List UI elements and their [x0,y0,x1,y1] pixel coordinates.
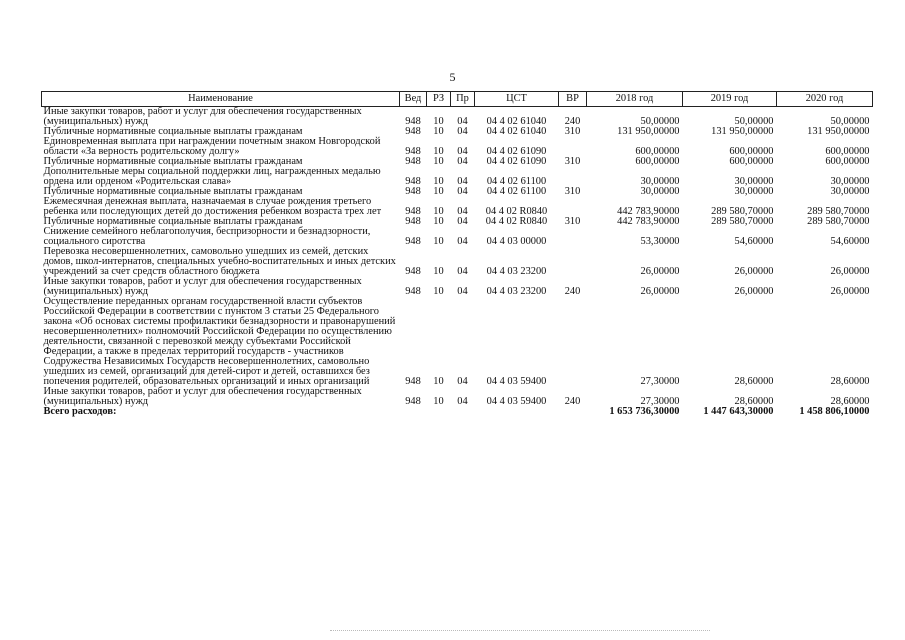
cell-cst: 04 4 03 23200 [486,286,547,297]
cell-pr: 04 [457,116,468,127]
cell-pr: 04 [457,176,468,187]
header-pr: Пр [451,92,475,107]
cell-rz: 10 [433,266,444,277]
cell-2019: 50,00000 [734,116,774,127]
cell-rz: 10 [433,396,444,407]
cell-pr: 04 [457,206,468,217]
cell-name: Публичные нормативные социальные выплаты гражданам [43,156,303,167]
cell-pr: 04 [457,126,468,137]
cell-rz: 10 [433,146,444,157]
cell-vr [559,197,587,217]
cell-ved: 948 [405,206,421,217]
cell-ved: 948 [405,396,421,407]
cell-rz: 10 [433,126,444,137]
cell-vr: 240 [564,116,581,127]
cell-ved: 948 [405,286,421,297]
cell-pr: 04 [457,286,468,297]
cell-2018: 50,00000 [640,116,680,127]
cell-vr [559,247,587,277]
total-row [42,407,873,417]
cell-2019: 28,60000 [734,376,774,387]
cell-2020: 600,00000 [825,146,870,157]
cell-cst: 04 4 02 R0840 [485,206,548,217]
cell-rz: 10 [433,216,444,227]
cell-name: Публичные нормативные социальные выплаты гражданам [43,186,303,197]
cell-cst: 04 4 03 59400 [486,396,547,407]
cell-2019: 600,00000 [729,156,774,167]
cell-cst: 04 4 02 R0840 [485,216,548,227]
cell-2020: 600,00000 [825,156,870,167]
cell-2019: 54,60000 [734,236,774,247]
cell-name: Перевозка несовершеннолетних, самовольно ушедших из семей, детских домов, школ-интернатов, специальных учебно-воспитательных и иных детских учреждений за счет средств областного бюджета [43,246,396,277]
cell-pr: 04 [457,186,468,197]
cell-vr: 310 [564,216,581,227]
cell-2019: 30,00000 [734,186,774,197]
table-row [42,227,873,247]
cell-cst: 04 4 02 61040 [486,126,547,137]
cell-rz: 10 [433,116,444,127]
table-row [42,297,873,387]
cell-ved: 948 [405,216,421,227]
budget-table [41,91,873,417]
header-cst: ЦСТ [475,92,559,107]
cell-name: Публичные нормативные социальные выплаты гражданам [43,216,303,227]
cell-rz: 10 [433,206,444,217]
cell-vr [559,227,587,247]
cell-vr [559,297,587,387]
cell-ved: 948 [405,146,421,157]
cell-cst: 04 4 03 59400 [486,376,547,387]
cell-2019: 131 950,00000 [711,126,774,137]
header-vr: ВР [559,92,587,107]
cell-rz: 10 [433,236,444,247]
cell-cst: 04 4 02 61090 [486,146,547,157]
cell-2018: 30,00000 [640,176,680,187]
table-row [42,247,873,277]
cell-name: Публичные нормативные социальные выплаты гражданам [43,126,303,137]
footer-divider [330,630,710,632]
cell-2020: 30,00000 [830,186,870,197]
cell-ved: 948 [405,116,421,127]
cell-name: Осуществление переданных органам государственной власти субъектов Российской Федерации в соответствии с пунктом 3 статьи 25 Федерального закона «Об основах системы профилактики безнадзорности и правонарушений несовершеннолетних» полномочий Российской Федерации по осуществлению деятельности, связанной с перевозкой между субъектами Российской Федерации, а также в пределах территорий государств - участников Содружества Независимых Государств несовершеннолетних, самовольно ушедших из семей, организаций для детей-сирот и детей, оставшихся без попечения родителей, образовательных организаций и иных организаций [43,296,396,387]
header-2018: 2018 год [587,92,683,107]
cell-cst: 04 4 03 23200 [486,266,547,277]
cell-vr: 310 [564,156,581,167]
cell-pr: 04 [457,266,468,277]
cell-vr [559,137,587,157]
cell-ved: 948 [405,176,421,187]
header-name: Наименование [42,92,400,107]
cell-2019: 28,60000 [734,396,774,407]
cell-2018: 26,00000 [640,266,680,277]
cell-2019: 289 580,70000 [711,216,774,227]
cell-2020: 26,00000 [830,286,870,297]
cell-pr: 04 [457,216,468,227]
table-row [42,277,873,297]
cell-ved: 948 [405,156,421,167]
total-2018: 1 653 736,30000 [609,406,680,417]
cell-rz: 10 [433,376,444,387]
total-2019: 1 447 643,30000 [703,406,774,417]
cell-2020: 30,00000 [830,176,870,187]
page-number: 5 [449,70,456,84]
cell-2019: 600,00000 [729,146,774,157]
cell-rz: 10 [433,156,444,167]
cell-2018: 442 783,90000 [617,216,680,227]
cell-ved: 948 [405,266,421,277]
cell-name: Иные закупки товаров, работ и услуг для обеспечения государственных (муниципальных) нужд [43,276,362,297]
cell-2018: 26,00000 [640,286,680,297]
cell-name: Иные закупки товаров, работ и услуг для обеспечения государственных (муниципальных) нужд [43,386,362,407]
table-header-row [42,92,873,107]
cell-pr: 04 [457,396,468,407]
cell-2019: 289 580,70000 [711,206,774,217]
table-row [42,387,873,407]
total-label: Всего расходов: [43,406,117,417]
cell-ved: 948 [405,186,421,197]
cell-2019: 26,00000 [734,286,774,297]
cell-2018: 27,30000 [640,376,680,387]
cell-2020: 131 950,00000 [807,126,870,137]
cell-vr [559,167,587,187]
header-ved: Вед [400,92,427,107]
cell-cst: 04 4 02 61090 [486,156,547,167]
cell-2020: 289 580,70000 [807,216,870,227]
cell-pr: 04 [457,156,468,167]
cell-vr: 310 [564,126,581,137]
cell-pr: 04 [457,236,468,247]
cell-vr: 240 [564,286,581,297]
cell-cst: 04 4 02 61040 [486,116,547,127]
cell-name: Снижение семейного неблагополучия, беспризорности и безнадзорности, социального сиротства [43,226,371,247]
cell-2020: 54,60000 [830,236,870,247]
cell-2019: 26,00000 [734,266,774,277]
cell-2018: 600,00000 [635,156,680,167]
table-row [42,197,873,217]
cell-2020: 26,00000 [830,266,870,277]
cell-cst: 04 4 02 61100 [486,186,547,197]
cell-2018: 131 950,00000 [617,126,680,137]
total-2020: 1 458 806,10000 [799,406,870,417]
cell-rz: 10 [433,186,444,197]
cell-cst: 04 4 02 61100 [486,176,547,187]
cell-2018: 30,00000 [640,186,680,197]
cell-rz: 10 [433,176,444,187]
cell-cst: 04 4 03 00000 [486,236,547,247]
header-2020: 2020 год [777,92,873,107]
header-2019: 2019 год [683,92,777,107]
cell-vr: 240 [564,396,581,407]
table-row [42,167,873,187]
cell-ved: 948 [405,236,421,247]
cell-2018: 600,00000 [635,146,680,157]
table-row [42,107,873,128]
cell-name: Единовременная выплата при награждении почетным знаком Новгородской области «За верность родительскому долгу» [43,136,381,157]
cell-name: Ежемесячная денежная выплата, назначаемая в случае рождения третьего ребенка или последующих детей до достижения ребенком возраста трех лет [43,196,382,217]
cell-2018: 442 783,90000 [617,206,680,217]
cell-pr: 04 [457,146,468,157]
cell-ved: 948 [405,126,421,137]
cell-pr: 04 [457,376,468,387]
cell-2018: 27,30000 [640,396,680,407]
cell-rz: 10 [433,286,444,297]
header-rz: РЗ [427,92,451,107]
table-row [42,137,873,157]
cell-vr: 310 [564,186,581,197]
cell-2020: 28,60000 [830,376,870,387]
cell-2018: 53,30000 [640,236,680,247]
cell-ved: 948 [405,376,421,387]
cell-name: Иные закупки товаров, работ и услуг для обеспечения государственных (муниципальных) нужд [43,106,362,127]
cell-2020: 28,60000 [830,396,870,407]
cell-2019: 30,00000 [734,176,774,187]
cell-2020: 289 580,70000 [807,206,870,217]
cell-2020: 50,00000 [830,116,870,127]
cell-name: Дополнительные меры социальной поддержки лиц, награжденных медалью ордена или орденом «Родительская слава» [43,166,381,187]
